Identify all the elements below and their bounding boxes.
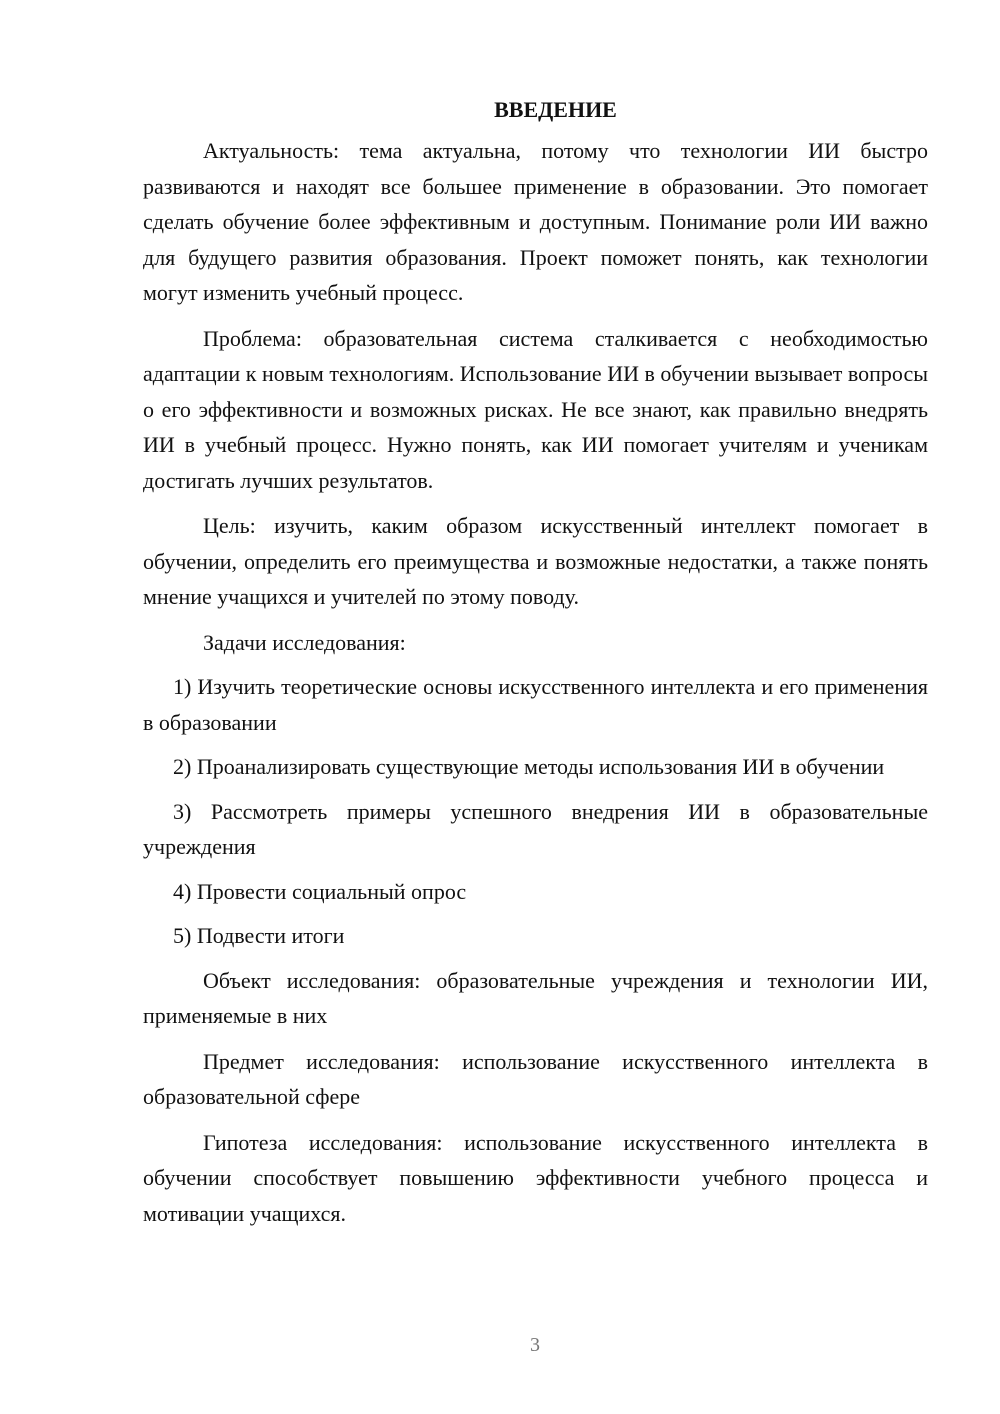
task-item: 2) Проанализировать существующие методы использования ИИ в обучении [173,754,885,779]
page-number: 3 [530,1334,540,1356]
goal-paragraph: Цель: изучить, каким образом искусственный интеллект помогает в обучении, определить его преимущества и возможные недостатки, а также понять мнение учащихся и учителей по этому поводу. [143,513,928,609]
document-page [143,95,928,1241]
relevance-paragraph: Актуальность: тема актуальна, потому что технологии ИИ быстро развиваются и находят все большее применение в образовании. Это помогает сделать обучение более эффективным и доступным. Понимание роли ИИ важно для будущего развития образования. Проект поможет понять, как технологии могут изменить учебный процесс. [143,138,928,305]
task-item: 3) Рассмотреть примеры успешного внедрения ИИ в образовательные учреждения [143,798,928,859]
task-item: 1) Изучить теоретические основы искусственного интеллекта и его применения в образовании [143,674,928,735]
object-paragraph: Объект исследования: образовательные учреждения и технологии ИИ, применяемые в них [143,967,928,1028]
tasks-heading: Задачи исследования: [203,629,406,655]
task-item: 4) Провести социальный опрос [173,878,467,904]
subject-paragraph: Предмет исследования: использование искусственного интеллекта в образовательной сфере [143,1048,928,1109]
task-item: 5) Подвести итоги [173,923,345,948]
problem-paragraph: Проблема: образовательная система сталкивается с необходимостью адаптации к новым технологиям. Использование ИИ в обучении вызывает вопросы о его эффективности и возможных рисках. Не все знают, как правильно внедрять ИИ в учебный процесс. Нужно понять, как ИИ помогает учителям и ученикам достигать лучших результатов. [143,325,928,493]
hypothesis-paragraph: Гипотеза исследования: использование искусственного интеллекта в обучении способствует повышению эффективности учебного процесса и мотивации учащихся. [143,1129,928,1226]
page-title: ВВЕДЕНИЕ [494,97,617,122]
